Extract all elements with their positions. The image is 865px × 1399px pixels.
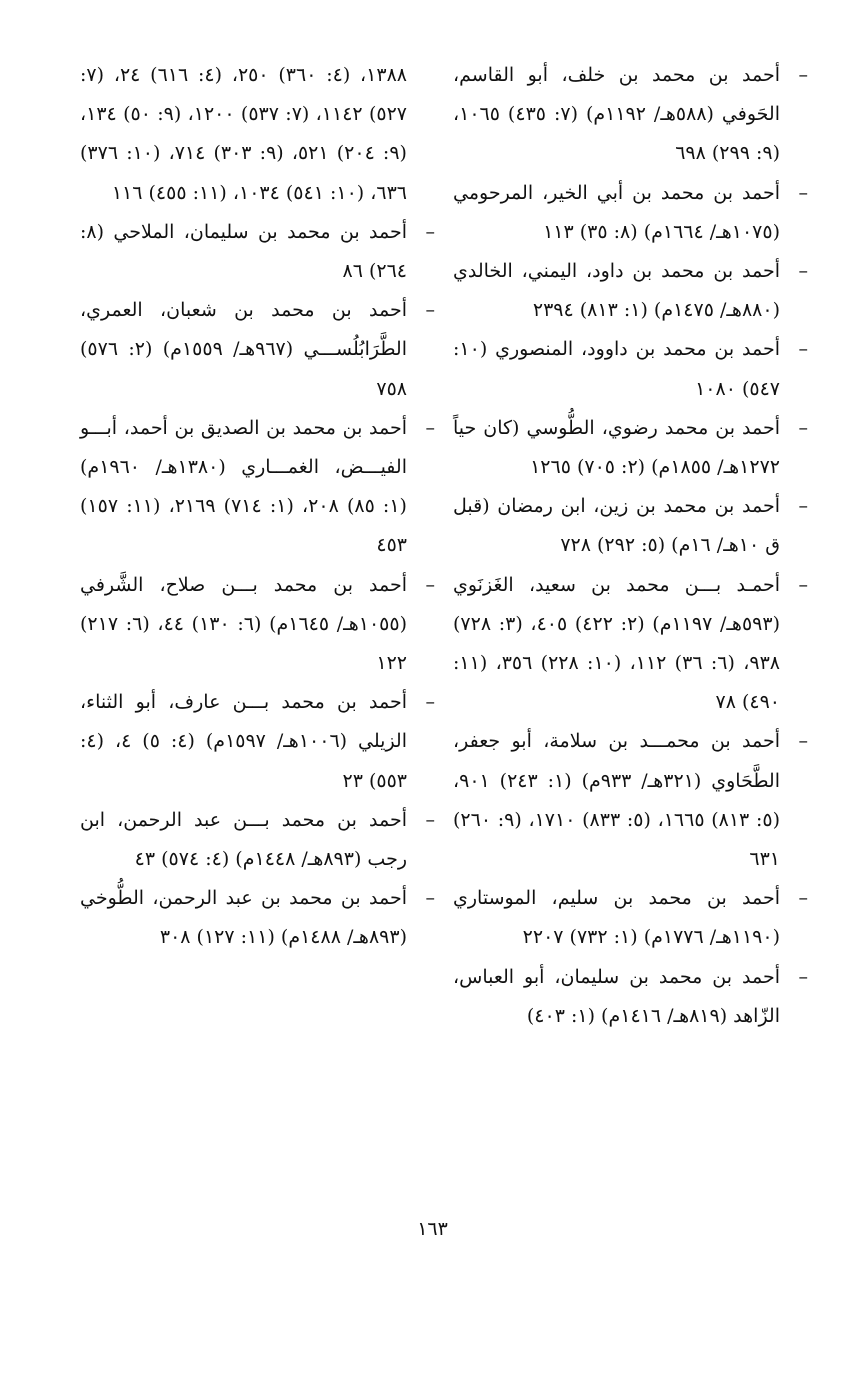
entry-dash: – xyxy=(425,573,435,596)
entry-dash: – xyxy=(798,887,808,910)
index-entry xyxy=(80,683,435,801)
entry-text: أحمد بن محمد رضوي، الطُّوسي (كان حياً ١٢٧٢هـ/ ١٨٥٥م) (٢: ٧٠٥) ١٢٦٥ xyxy=(453,416,780,479)
index-entry xyxy=(453,879,808,957)
entry-text: أحمد بن محمد بـــن عارف، أبو الثناء، الزيلي (١٠٠٦هـ/ ١٥٩٧م) (٤: ٥) ٤، (٤: ٥٥٣) ٢٣ xyxy=(80,691,408,792)
entry-dash: – xyxy=(425,220,435,243)
entry-text: أحمد بن محمـــد بن سلامة، أبو جعفر، الطَّحَاوي (٣٢١هـ/ ٩٣٣م) (١: ٢٤٣) ٩٠١، (٥: ٨١٣) ١٦٦٥، (٥: ٨٣٣) ١٧١٠، (٩: ٢٦٠) ٦٣١ xyxy=(453,730,780,871)
index-entry xyxy=(80,56,435,213)
entry-text: أحمد بن محمد بن سليمان، أبو العباس، الزّاهد (٨١٩هـ/ ١٤١٦م) (١: ٤٠٣) xyxy=(453,965,780,1027)
entry-dash: – xyxy=(798,965,808,988)
index-entry xyxy=(453,409,808,487)
index-entry xyxy=(80,801,435,879)
entry-dash: – xyxy=(425,887,435,910)
entry-text: أحمـد بـــن محمد بن سعيد، الغَزنَوي (٥٩٣هـ/ ١١٩٧م) (٢: ٤٢٢) ٤٠٥، (٣: ٧٢٨) ٩٣٨، (٦: ٣٦) ١١٢، (١٠: ٢٢٨) ٣٥٦، (١١: ٤٩٠) ٧٨ xyxy=(453,573,780,714)
entry-text: أحمد بن محمد بن عبد الرحمن، الطُّوخي (٨٩٣هـ/ ١٤٨٨م) (١١: ١٢٧) ٣٠٨ xyxy=(80,887,407,949)
right-column xyxy=(453,56,808,1036)
entry-text: أحمد بن محمد بن داود، اليمني، الخالدي (٨٨٠هـ/ ١٤٧٥م) (١: ٨١٣) ٢٣٩٤ xyxy=(453,260,780,322)
entry-dash: – xyxy=(798,338,808,361)
entry-text: أحمد بن محمد بن سليم، الموستاري (١١٩٠هـ/ ١٧٧٦م) (١: ٧٣٢) ٢٢٠٧ xyxy=(453,887,780,949)
index-entry xyxy=(453,487,808,565)
entry-dash: – xyxy=(798,730,808,753)
page-number: ١٦٣ xyxy=(417,1218,448,1240)
entry-text: أحمد بن محمد بـــن عبد الرحمن، ابن رجب (٨٩٣هـ/ ١٤٤٨م) (٤: ٥٧٤) ٤٣ xyxy=(80,808,407,871)
index-entry xyxy=(453,330,808,408)
entry-dash: – xyxy=(798,260,808,283)
index-entry xyxy=(453,722,808,879)
left-column xyxy=(80,56,435,958)
entry-dash: – xyxy=(798,573,808,596)
entry-dash: – xyxy=(425,808,435,831)
index-entry xyxy=(80,409,435,566)
entry-dash: – xyxy=(798,416,808,439)
entry-dash: – xyxy=(425,416,435,439)
entry-text: أحمد بن محمد بـــن صلاح، الشَّرفي (١٠٥٥هـ/ ١٦٤٥م) (٦: ١٣٠) ٤٤، (٦: ٢١٧) ١٢٢ xyxy=(80,573,407,675)
entry-text: أحمد بن محمد بن شعبان، العمري، الطَّرَابُلُســـي (٩٦٧هـ/ ١٥٥٩م) (٢: ٥٧٦) ٧٥٨ xyxy=(80,299,407,400)
entry-dash: – xyxy=(798,64,808,86)
entry-dash: – xyxy=(798,181,808,204)
entry-text: أحمد بن محمد بن خلف، أبو القاسم، الحَوفي (٥٨٨هـ/ ١١٩٢م) (٧: ٤٣٥) ١٠٦٥، (٩: ٢٩٩) ٦٩٨ xyxy=(453,64,780,165)
index-entry xyxy=(80,213,435,291)
index-entry xyxy=(453,56,808,174)
index-entry xyxy=(453,174,808,252)
index-entry xyxy=(80,879,435,957)
entry-text: أحمد بن محمد بن سليمان، الملاحي (٨: ٢٦٤) ٨٦ xyxy=(80,220,407,283)
index-entry xyxy=(453,566,808,723)
entry-text: أحمد بن محمد بن داوود، المنصوري (١٠: ٥٤٧) ١٠٨٠ xyxy=(453,338,780,400)
entry-text: ١٣٨٨، (٤: ٣٦٠) ٢٥٠، (٤: ٦١٦) ٢٤، (٧: ٥٢٧) ١١٤٢، (٧: ٥٣٧) ١٢٠٠، (٩: ٥٠) ١٣٤، (٩: ٢٠٤) ٥٢١، (٩: ٣٠٣) ٧١٤، (١٠: ٣٧٦) ٦٣٦، (١٠: ٥٤١) ١٠٣٤، (١١: ٤٥٥) ١١٦ xyxy=(80,64,407,204)
entry-dash: – xyxy=(798,495,808,518)
entry-text: أحمد بن محمد بن زين، ابن رمضان (قبل ق ١٠هـ/ ١٦م) (٥: ٢٩٢) ٧٢٨ xyxy=(453,495,780,557)
index-entry xyxy=(453,252,808,330)
entry-dash: – xyxy=(425,691,435,714)
index-entry xyxy=(453,958,808,1036)
index-entry xyxy=(80,291,435,409)
entry-text: أحمد بن محمد بن أبي الخير، المرحومي (١٠٧٥هـ/ ١٦٦٤م) (٨: ٣٥) ١١٣ xyxy=(453,181,780,243)
entry-text: أحمد بن محمد بن الصديق بن أحمد، أبـــو الفيـــض، الغمـــاري (١٣٨٠هـ/ ١٩٦٠م) (١: ٨٥) ٢٠٨، (١: ٧١٤) ٢١٦٩، (١١: ١٥٧) ٤٥٣ xyxy=(80,416,407,557)
index-entry xyxy=(80,566,435,684)
entry-dash: – xyxy=(425,299,435,322)
